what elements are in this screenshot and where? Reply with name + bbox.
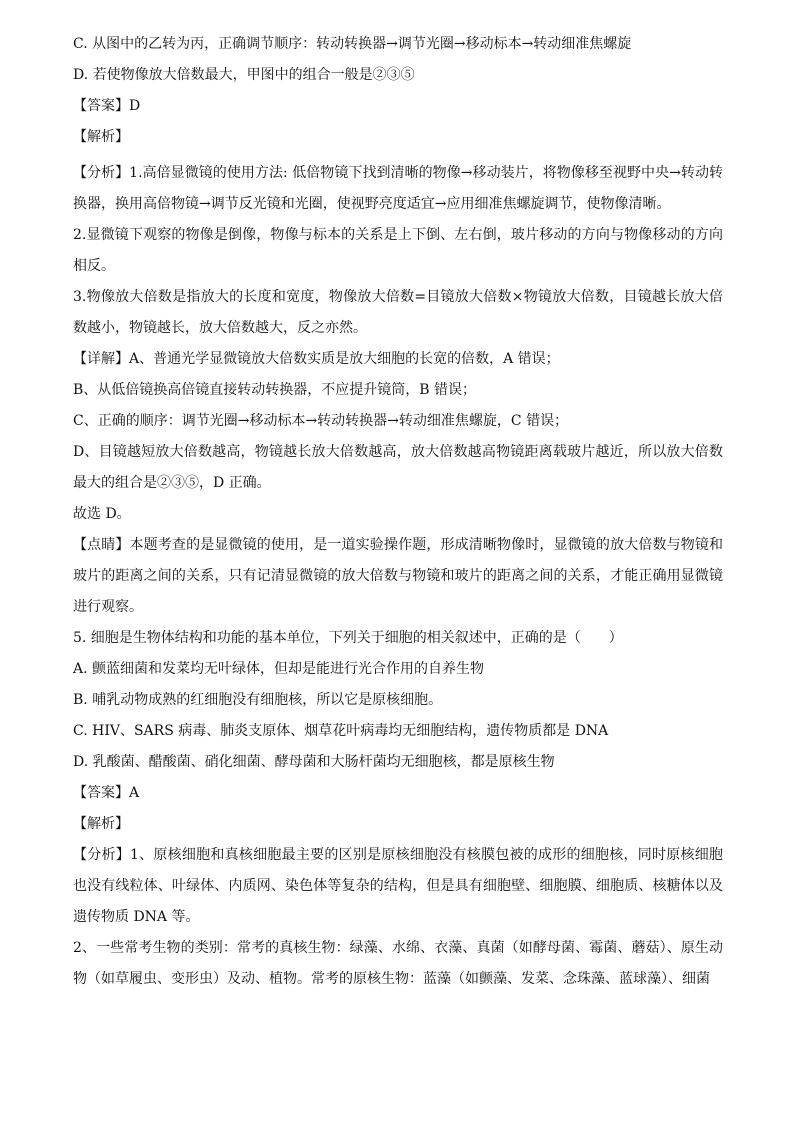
detail-a: 【详解】A、普通光学显微镜放大倍数实质是放大细胞的长宽的倍数，A 错误； — [73, 351, 560, 367]
detail-b: B、从低倍镜换高倍镜直接转动转换器，不应提升镜筒，B 错误； — [73, 382, 477, 398]
detail-c: C、正确的顺序：调节光圈→移动标本→转动转换器→转动细准焦螺旋，C 错误； — [73, 413, 569, 429]
question-5-stem: 5. 细胞是生物体结构和功能的基本单位，下列关于细胞的相关叙述中，正确的是（ ） — [73, 630, 623, 646]
detail-d: D、目镜越短放大倍数越高，物镜越长放大倍数越高，放大倍数越高物镜距离载玻片越近，所以放大倍数最大的组合是②③⑤，D 正确。 — [73, 444, 723, 491]
answer-label: 【答案】D — [73, 98, 141, 114]
analysis-heading: 【解析】 — [73, 129, 129, 145]
comment-paragraph: 【点睛】本题考查的是显微镜的使用，是一道实验操作题，形成清晰物像时，显微镜的放大倍数与物镜和玻片的距离之间的关系，只有记清显微镜的放大倍数与物镜和玻片的距离之间的关系，才能正确用显微镜进行观察。 — [73, 537, 723, 615]
conclusion-text: 故选 D。 — [73, 506, 131, 522]
document-body — [73, 34, 723, 995]
question-5-option-d: D. 乳酸菌、醋酸菌、硝化细菌、酵母菌和大肠杆菌均无细胞核，都是原核生物 — [73, 754, 555, 770]
question-5-option-c: C. HIV、SARS 病毒、肺炎支原体、烟草花叶病毒均无细胞结构，遗传物质都是 DNA — [73, 723, 609, 739]
question-5-analysis-2: 2、一些常考生物的类别：常考的真核生物：绿藻、水绵、衣藻、真菌（如酵母菌、霉菌、蘑菇）、原生动物（如草履虫、变形虫）及动、植物。常考的原核生物：蓝藻（如颤藻、发菜、念珠藻、蓝球藻）、细菌 — [73, 940, 723, 987]
question-5-analysis-heading: 【解析】 — [73, 816, 129, 832]
option-c-text: C. 从图中的乙转为丙，正确调节顺序：转动转换器→调节光圈→移动标本→转动细准焦螺旋 — [73, 36, 632, 52]
question-5-answer: 【答案】A — [73, 785, 140, 801]
analysis-paragraph-1: 【分析】1.高倍显微镜的使用方法: 低倍物镜下找到清晰的物像→移动装片，将物像移至视野中央→转动转换器，换用高倍物镜→调节反光镜和光圈，使视野亮度适宜→应用细准焦螺旋调节，使物像清晰。 — [73, 165, 723, 212]
question-5-option-b: B. 哺乳动物成熟的红细胞没有细胞核，所以它是原核细胞。 — [73, 692, 443, 708]
option-d-text: D. 若使物像放大倍数最大，甲图中的组合一般是②③⑤ — [73, 67, 415, 83]
analysis-paragraph-3: 3.物像放大倍数是指放大的长度和宽度，物像放大倍数=目镜放大倍数×物镜放大倍数，目镜越长放大倍数越小，物镜越长，放大倍数越大，反之亦然。 — [73, 289, 723, 336]
analysis-paragraph-2: 2.显微镜下观察的物像是倒像，物像与标本的关系是上下倒、左右倒，玻片移动的方向与物像移动的方向相反。 — [73, 227, 723, 274]
question-5-analysis-1: 【分析】1、原核细胞和真核细胞最主要的区别是原核细胞没有核膜包被的成形的细胞核，同时原核细胞也没有线粒体、叶绿体、内质网、染色体等复杂的结构，但是具有细胞壁、细胞膜、细胞质、核糖体以及遗传物质 DNA 等。 — [73, 847, 723, 925]
question-5-option-a: A. 颤蓝细菌和发菜均无叶绿体，但却是能进行光合作用的自养生物 — [73, 661, 485, 677]
